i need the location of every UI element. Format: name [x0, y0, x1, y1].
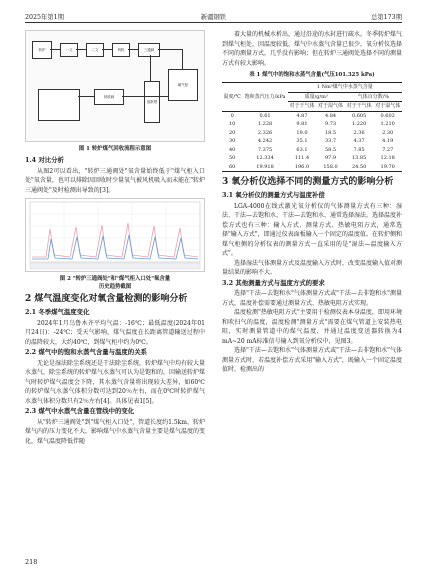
table-cell: 12.18	[380, 155, 395, 161]
figure2-caption: 图 2 "转炉三通阀处"和"煤气柜入口处"氧含量	[59, 276, 171, 282]
section-1-4-heading: 1.4 对比分析	[25, 156, 64, 164]
table-cell: 158.0	[323, 163, 338, 170]
section-3-heading: 3 氧分析仪选择不同的测量方式的影响分析	[222, 177, 394, 187]
table-row	[222, 129, 402, 138]
table-cell: 12.334	[256, 155, 274, 161]
table-cell: 1.220	[351, 121, 367, 127]
diagram-box: 放散塔	[144, 81, 160, 123]
table-cell: 7.27	[382, 146, 394, 153]
table-head-pressure: 饱和蒸汽压力/kPa	[242, 83, 287, 112]
section-2-1-heading: 2.1 冬季煤气温度变化	[25, 308, 90, 316]
table-cell: 0.602	[380, 112, 395, 119]
table-row	[222, 163, 402, 172]
figure2-caption-line2: 历史趋势截图	[98, 284, 132, 290]
table-cell: 20	[229, 129, 236, 136]
table1-caption: 表 1 煤气中的饱和水蒸气含量(气压101.325 kPa)	[249, 72, 375, 78]
table-cell: 4.87	[296, 112, 308, 119]
journal-name: 新疆钢铁	[200, 14, 227, 21]
diagram-box: 回收阀	[94, 89, 124, 105]
paragraph-2-1: 2024年1月乌鲁木齐平均气温：-16℃；最低温度(2024年01月24日)：-24℃；受天气影响，煤气温度在长距离管道输送过程中的温降较大，大约40℃，到煤气柜中约为0℃。	[25, 319, 205, 346]
section-2-2-heading: 2.2 煤气中的饱和水蒸气含量与温度的关系	[25, 348, 147, 356]
figure1-caption: 图 1 转炉煤气回收流程示意图	[78, 146, 152, 152]
paragraph-1-4: 从图2可以看出，"转炉三通阀处"氧含量始终低于"煤气柜入口处"氧含量，也可以排除因回收时少量氧气被风机吸入而未能在"转炉三通阀处"及时检测出导致的[3]。	[25, 167, 205, 194]
table-cell: 19.918	[256, 163, 274, 170]
page-number: 218	[25, 558, 38, 566]
table-cell: 2.326	[257, 129, 273, 136]
table-cell: 18.5	[324, 129, 337, 136]
diagram-box: 煤气柜	[168, 69, 198, 101]
table-cell: 7.85	[353, 146, 365, 153]
table-cell: 111.4	[294, 155, 310, 161]
diagram-box: 风机	[112, 43, 130, 57]
section-2-heading: 2 煤气温度变化对氧含量检测的影响分析	[25, 294, 188, 304]
table-head-group: 1 Nm³煤气中水蒸气含量	[288, 83, 402, 93]
diagram-box: 二文	[86, 43, 104, 57]
paragraph-3-2b: 温度检测"热敏电阻方式"主要用于检测仪表本身温度，即用环境和吹扫气的温度，温度检测"测量方式"需要在煤气管道上安装热电阻，实时测量管道中的煤气温度，并通过温度变送器转换为4 mA~20 mA标准信号输入到氧分析仪中，见图3。	[222, 309, 402, 345]
table-cell: 9.73	[324, 121, 337, 127]
figure2-trend-screenshot	[25, 198, 205, 272]
table-cell: 2.30	[382, 129, 394, 136]
table-head-volume: 气体百分数/%	[345, 92, 402, 102]
section-2-3-heading: 2.3 煤气中水蒸气含量在管线中的变化	[25, 407, 135, 415]
table-row	[222, 146, 402, 155]
table-row	[222, 111, 402, 120]
paragraph-right-top: 着大量的机械水析出，通过沿途的水封进行疏水。冬季转炉煤气到煤气柜处，因温度较低，煤气中水蒸气含量已很少，氧分析仪选择不同的测量方式，几乎没有影响；但在转炉三通阀处选择不同的测量方式有较大影响。	[222, 31, 403, 67]
table-cell: 196.0	[294, 163, 310, 170]
table-row	[222, 137, 402, 146]
table-cell: 58.5	[324, 146, 337, 153]
table-cell: 0.61	[259, 112, 271, 119]
paragraph-3-1a: LGA-4000在线式激光氧分析仪的气体测量方式有三种：湿法、干法—去饱和水、干法—去饱和水、通常选择湿法。选择温度补偿方式也有三种：输入方式、测量方式、热敏电阻方式，通常选择"输入方式"，即通过仪表面板输入一个固定的温度值。在转炉侧和煤气柜侧的分析仪表的测量方式一直采用的是"湿法—温度输入方式"。	[222, 202, 403, 257]
table-cell: 24.50	[351, 163, 367, 170]
section-3-1-heading: 3.1 氧分析仪的测量方式与温度补偿	[222, 191, 325, 199]
table-sub-dry: 对于干气体	[346, 103, 372, 109]
table-cell: 1.210	[380, 121, 395, 127]
table-sub-wet: 对于湿气体	[318, 103, 344, 109]
table-cell: 13.85	[351, 155, 367, 161]
table-cell: 63.1	[296, 146, 308, 153]
left-column	[25, 30, 205, 446]
table-head-temp: 温度/℃	[222, 83, 242, 112]
paragraph-2-3: 从"转炉三通阀处"到"煤气柜入口处"，管道长度约1.5km，转炉煤气内的压力变化不大，影响煤气中水蒸气含量主要是煤气温度的变化，煤气温度降低伴随	[25, 418, 206, 445]
control-box	[38, 89, 80, 121]
diagram-box: 转炉	[32, 41, 52, 59]
table-row	[222, 120, 402, 129]
table-cell: 33.7	[324, 138, 337, 144]
diagram-box: 一文	[60, 43, 78, 57]
table-cell: 30	[229, 138, 236, 144]
table-cell: 0.605	[351, 112, 367, 119]
total-issue-label: 总第173期	[371, 14, 402, 21]
right-column	[222, 30, 402, 375]
table-row	[222, 154, 402, 163]
table-cell: 2.36	[353, 129, 365, 136]
paragraph-2-2: 无论是湿法除尘系统还是干法除尘系统，转炉煤气中均有较大量水蒸气，除尘系统的转炉煤气水蒸气可认为是饱和的，因输送转炉煤气时转炉煤气温度会下降，其水蒸气含量将出现较大差异，如60℃的转炉煤气水蒸气体积分数可达到20％左右，而在0℃时转炉煤气水蒸气体积分数只有2％左右[4]。具体见表1[5]。	[25, 359, 206, 405]
table-cell: 10	[229, 121, 236, 127]
table-cell: 0	[230, 112, 234, 119]
table-sub-wet: 对于湿气体	[375, 103, 401, 109]
diagram-box: 三通阀	[138, 43, 160, 57]
trend-chart-image	[26, 199, 204, 271]
table-head-mass: 质量/g/m³	[288, 92, 345, 102]
paragraph-3-1b: 选择湿法气体测量方式及温度输入方式时，改变温度输入值对测量结果的影响不大。	[222, 259, 403, 276]
table-cell: 7.375	[257, 146, 273, 153]
paragraph-3-2c: 选择"干法—去饱和水"气体测量方式或"干法—去非饱和水"气体测量方式时，若温度补偿方式采用"输入方式"，既输入一个固定温度值时，检测出的	[222, 347, 402, 373]
table-cell: 19.70	[380, 163, 395, 170]
table-cell: 4.19	[382, 138, 394, 144]
table-cell: 19.0	[296, 129, 308, 136]
table-cell: 9.81	[296, 121, 308, 127]
table1	[222, 82, 402, 172]
table-cell: 40	[229, 146, 236, 153]
table-cell: 50	[229, 155, 236, 161]
running-header	[25, 8, 402, 23]
table-cell: 35.1	[296, 138, 308, 144]
table-cell: 4.242	[257, 138, 273, 144]
table-cell: 4.84	[324, 112, 337, 119]
table-cell: 97.9	[324, 155, 337, 161]
table-cell: 1.228	[257, 121, 273, 127]
table-cell: 60	[229, 163, 236, 170]
paragraph-3-2a: 选择"干法—去饱和水"气体测量方式或"干法—去非饱和水"测量方式，温度补偿需要通过测量方式、热敏电阻方式实现。	[222, 290, 402, 307]
figure1-diagram	[25, 30, 205, 142]
section-3-2-heading: 3.2 其他测量方式与温度方式的要求	[222, 278, 325, 287]
table-sub-dry: 对于干气体	[289, 103, 315, 109]
issue-label: 2025年第1期	[25, 14, 64, 21]
table-cell: 4.37	[353, 138, 365, 144]
